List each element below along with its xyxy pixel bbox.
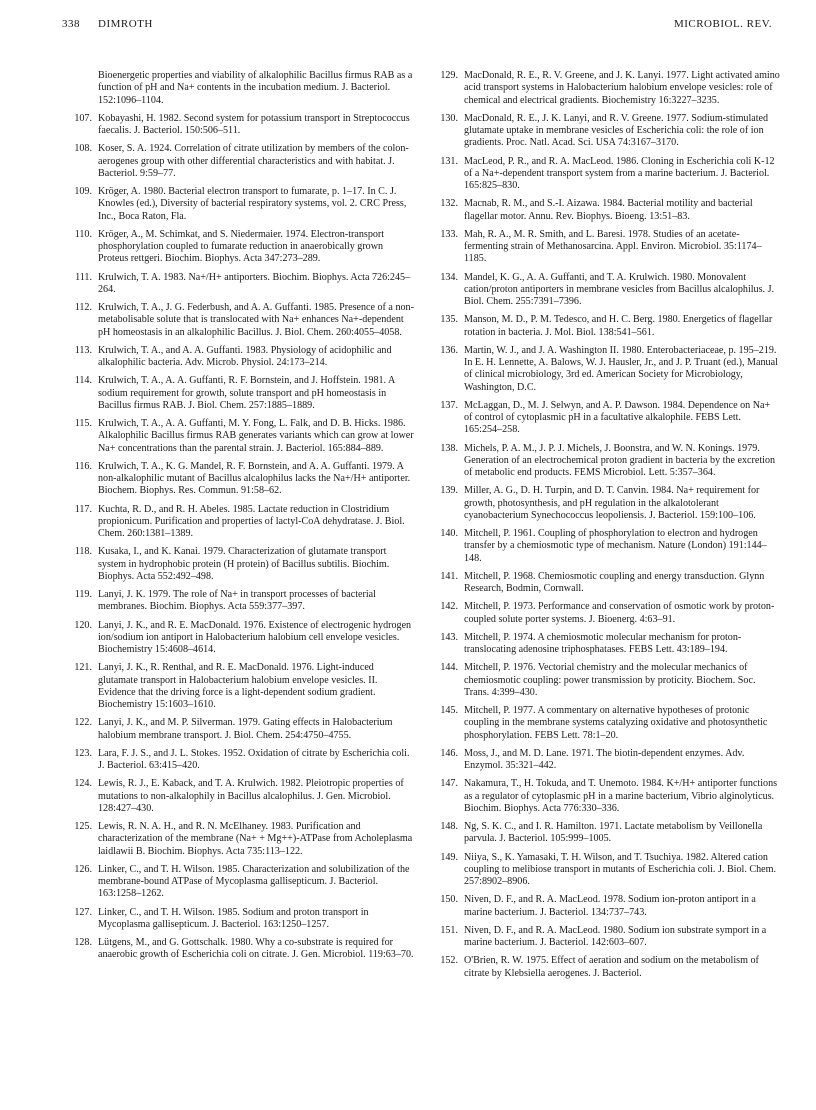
reference-number: 146. xyxy=(440,747,458,759)
reference-entry xyxy=(428,852,780,889)
reference-text: Bioenergetic properties and viability of alkalophilic Bacillus firmus RAB as a function of pH and Na+ contents in the incubation medium. J. Bacteriol. 152:1096–1104. xyxy=(98,70,413,106)
reference-entry xyxy=(62,113,414,138)
reference-number: 108. xyxy=(74,143,92,155)
reference-entry xyxy=(62,504,414,541)
reference-number: 145. xyxy=(440,705,458,716)
reference-text: Ng, S. K. C., and I. R. Hamilton. 1971. Lactate metabolism by Veillonella parvula. J. Bacteriol. 105:999–1005. xyxy=(464,821,763,845)
reference-text: Krulwich, T. A., A. A. Guffanti, R. F. Bornstein, and J. Hoffstein. 1981. A sodium requirement for growth, solute transport and pH homeostasis in Bacillus firmus RAB. J. Biol. Chem. 257:1885–1889. xyxy=(98,375,395,411)
reference-text: Mitchell, P. 1976. Vectorial chemistry and the molecular mechanics of chemiosmotic coupling: power transmission by proticity. Biochem. Soc. Trans. 4:399–430. xyxy=(464,662,756,698)
reference-text: Krulwich, T. A., and A. A. Guffanti. 1983. Physiology of acidophilic and alkalophilic bacteria. Adv. Microb. Physiol. 24:173–214. xyxy=(98,344,392,368)
reference-text: Mitchell, P. 1968. Chemiosmotic coupling and energy transduction. Glynn Research, Bodmin, Cornwall. xyxy=(464,570,765,594)
reference-entry xyxy=(428,778,780,815)
reference-text: Macnab, R. M., and S.-I. Aizawa. 1984. Bacterial motility and bacterial flagellar motor. Annu. Rev. Biophys. Bioeng. 13:51–83. xyxy=(464,198,753,222)
reference-text: Mitchell, P. 1961. Coupling of phosphorylation to electron and hydrogen transfer by a chemiosmotic type of mechanism. Nature (London) 191:144–148. xyxy=(464,528,767,564)
reference-number: 151. xyxy=(440,924,458,936)
reference-text: Lanyi, J. K., R. Renthal, and R. E. MacDonald. 1976. Light-induced glutamate transport in Halobacterium halobium envelope vesicles. II. Evidence that the driving force is a light-dependent sodium gradient. Biochemistry 15:1603–1610. xyxy=(98,662,378,710)
reference-number: 124. xyxy=(74,778,92,790)
reference-entry xyxy=(62,143,414,180)
reference-entry xyxy=(428,748,780,773)
reference-entry xyxy=(428,70,780,107)
reference-text: Michels, P. A. M., J. P. J. Michels, J. Boonstra, and W. N. Konings. 1979. Generation of an electrochemical proton gradient in bacteria by the excretion of metabolic end products. FEMS Microbiol. Lett. 5:357–364. xyxy=(464,442,776,478)
reference-number: 141. xyxy=(440,570,458,582)
reference-text: Krulwich, T. A. 1983. Na+/H+ antiporters. Biochim. Biophys. Acta 726:245–264. xyxy=(98,271,411,295)
reference-entry xyxy=(62,70,414,107)
reference-entry xyxy=(62,229,414,266)
reference-entry xyxy=(62,864,414,901)
page-number: 338 xyxy=(62,18,80,30)
reference-text: Lewis, R. N. A. H., and R. N. McElhaney. 1983. Purification and characterization of the membrane (Na+ + Mg++)-ATPase from Acholeplasma laidlawii B. Biochim. Biophys. Acta 735:113–122. xyxy=(98,821,413,857)
reference-number: 149. xyxy=(440,851,458,863)
reference-entry xyxy=(428,821,780,846)
reference-text: Mandel, K. G., A. A. Guffanti, and T. A. Krulwich. 1980. Monovalent cation/proton antiporters in membrane vesicles from Bacillus alcalophilus. J. Biol. Chem. 255:7391–7396. xyxy=(464,271,775,307)
reference-entry xyxy=(428,662,780,699)
reference-text: Mitchell, P. 1973. Performance and conservation of osmotic work by proton-coupled solute porter systems. J. Bioenerg. 4:63–91. xyxy=(464,601,775,625)
reference-number: 120. xyxy=(74,619,92,631)
reference-text: Lanyi, J. K., and M. P. Silverman. 1979. Gating effects in Halobacterium halobium membrane transport. J. Biol. Chem. 254:4750–4755. xyxy=(98,717,393,741)
reference-number: 144. xyxy=(440,662,458,674)
reference-text: Kröger, A., M. Schimkat, and S. Niedermaier. 1974. Electron-transport phosphorylation coupled to fumarate reduction in anaerobically grown Proteus rettgeri. Biochim. Biophys. Acta 347:273–289. xyxy=(98,228,385,265)
reference-entry xyxy=(428,198,780,223)
reference-number: 148. xyxy=(440,821,458,832)
reference-text: Lanyi, J. K. 1979. The role of Na+ in transport processes of bacterial membranes. Biochim. Biophys. Acta 559:377–397. xyxy=(98,589,376,613)
reference-entry xyxy=(428,113,780,150)
reference-number: 119. xyxy=(74,589,92,600)
reference-number: 130. xyxy=(440,112,458,124)
reference-entry xyxy=(62,375,414,412)
reference-number: 131. xyxy=(440,155,458,167)
reference-text: Kobayashi, H. 1982. Second system for potassium transport in Streptococcus faecalis. J. Bacteriol. 150:506–511. xyxy=(98,112,410,136)
reference-number: 133. xyxy=(440,228,458,240)
reference-number: 127. xyxy=(74,906,92,918)
reference-number: 121. xyxy=(74,662,92,674)
reference-entry xyxy=(428,229,780,266)
reference-number: 129. xyxy=(440,70,458,81)
reference-entry xyxy=(428,400,780,437)
reference-text: Kusaka, I., and K. Kanai. 1979. Characterization of glutamate transport system in hydrophobic protein (H protein) of Bacillus subtilis. Biochim. Biophys. Acta 552:492–498. xyxy=(98,546,390,582)
reference-entry xyxy=(62,272,414,297)
reference-entry xyxy=(62,345,414,370)
reference-number: 134. xyxy=(440,271,458,283)
journal-name: MICROBIOL. REV. xyxy=(673,18,772,30)
reference-number: 112. xyxy=(74,302,92,313)
reference-number: 107. xyxy=(74,112,92,124)
reference-text: O'Brien, R. W. 1975. Effect of aeration and sodium on the metabolism of citrate by Klebsiella aerogenes. J. Bacteriol. xyxy=(464,955,759,979)
reference-entry xyxy=(428,601,780,626)
reference-text: Lewis, R. J., E. Kaback, and T. A. Krulwich. 1982. Pleiotropic properties of mutations to non-alkalophily in Bacillus alcalophilus. J. Gen. Microbiol. 128:427–430. xyxy=(98,778,404,814)
reference-text: Martin, W. J., and J. A. Washington II. 1980. Enterobacteriaceae, p. 195–219. In E. H. Lennette, A. Balows, W. J. Hausler, Jr., and J. P. Truant (ed.), Manual of clinical microbiology, 3rd ed. American Society for Microbiology, Washington, D.C. xyxy=(464,344,778,393)
reference-text: Mitchell, P. 1974. A chemiosmotic molecular mechanism for proton-translocating adenosine triphosphatases. FEBS Lett. 43:189–194. xyxy=(464,631,742,655)
reference-column-left xyxy=(62,70,414,968)
reference-text: McLaggan, D., M. J. Selwyn, and A. P. Dawson. 1984. Dependence on Na+ of control of cytoplasmic pH in a facultative alkalophile. FEBS Lett. 165:254–258. xyxy=(464,399,771,436)
reference-entry xyxy=(428,156,780,193)
reference-entry xyxy=(428,925,780,950)
reference-number: 115. xyxy=(74,418,92,429)
reference-entry xyxy=(62,418,414,455)
reference-entry xyxy=(62,778,414,815)
reference-entry xyxy=(62,302,414,339)
reference-number: 109. xyxy=(74,186,92,197)
reference-entry xyxy=(62,546,414,583)
reference-entry xyxy=(428,894,780,919)
reference-number: 117. xyxy=(74,503,92,515)
reference-number: 125. xyxy=(74,821,92,832)
reference-number: 139. xyxy=(440,485,458,497)
reference-text: Linker, C., and T. H. Wilson. 1985. Sodium and proton transport in Mycoplasma gallisepticum. J. Bacteriol. 163:1250–1257. xyxy=(98,906,369,930)
reference-entry xyxy=(62,717,414,742)
reference-text: Nakamura, T., H. Tokuda, and T. Unemoto. 1984. K+/H+ antiporter functions as a regulator of cytoplasmic pH in a marine bacterium, Vibrio alginolyticus. Biochim. Biophys. Acta 776:330–336. xyxy=(464,778,778,814)
reference-entry xyxy=(428,528,780,565)
reference-column-right xyxy=(428,70,780,986)
reference-entry xyxy=(62,748,414,773)
reference-number: 142. xyxy=(440,601,458,613)
reference-number: 140. xyxy=(440,528,458,539)
reference-text: Lanyi, J. K., and R. E. MacDonald. 1976. Existence of electrogenic hydrogen ion/sodium ion antiport in Halobacterium halobium cell envelope vesicles. Biochemistry 15:4608–4614. xyxy=(98,619,412,655)
reference-text: Kuchta, R. D., and R. H. Abeles. 1985. Lactate reduction in Clostridium propionicum. Purification and properties of lactyl-CoA dehydratase. J. Biol. Chem. 260:1381–1389. xyxy=(98,503,405,539)
reference-number: 118. xyxy=(74,546,92,558)
reference-entry xyxy=(428,955,780,980)
running-author: DIMROTH xyxy=(98,18,153,30)
reference-number: 126. xyxy=(74,863,92,875)
reference-text: Mitchell, P. 1977. A commentary on alternative hypotheses of protonic coupling in the membrane systems catalyzing oxidative and photosynthetic phosphorylation. FEBS Lett. 78:1–20. xyxy=(464,705,768,741)
reference-entry xyxy=(428,314,780,339)
reference-entry xyxy=(62,461,414,498)
reference-entry xyxy=(428,345,780,394)
reference-text: Niven, D. F., and R. A. MacLeod. 1980. Sodium ion substrate symport in a marine bacterium. J. Bacteriol. 142:603–607. xyxy=(464,924,767,948)
reference-text: Linker, C., and T. H. Wilson. 1985. Characterization and solubilization of the membrane-bound ATPase of Mycoplasma gallisepticum. J. Bacteriol. 163:1258–1262. xyxy=(98,863,410,900)
reference-number: 150. xyxy=(440,894,458,906)
reference-entry xyxy=(62,937,414,962)
reference-number: 147. xyxy=(440,778,458,790)
reference-number: 143. xyxy=(440,631,458,643)
reference-text: MacDonald, R. E., R. V. Greene, and J. K. Lanyi. 1977. Light activated amino acid transport systems in Halobacterium halobium envelope vesicles: role of chemical and electrical gradients. Biochemistry 16:3227–3235. xyxy=(464,70,780,106)
reference-entry xyxy=(428,571,780,596)
reference-number: 113. xyxy=(74,344,92,356)
reference-entry xyxy=(62,589,414,614)
reference-number: 128. xyxy=(74,937,92,948)
reference-number: 135. xyxy=(440,314,458,326)
running-header xyxy=(62,18,772,36)
reference-number: 122. xyxy=(74,717,92,729)
reference-number: 152. xyxy=(440,955,458,967)
reference-entry xyxy=(428,632,780,657)
reference-text: Mah, R. A., M. R. Smith, and L. Baresi. 1978. Studies of an acetate-fermenting strain of Methanosarcina. Appl. Environ. Microbiol. 35:1174–1185. xyxy=(464,228,762,265)
reference-number: 116. xyxy=(74,460,92,472)
reference-text: Niven, D. F., and R. A. MacLeod. 1978. Sodium ion-proton antiport in a marine bacterium. J. Bacteriol. 134:737–743. xyxy=(464,894,756,918)
reference-number: 138. xyxy=(440,442,458,454)
reference-text: Manson, M. D., P. M. Tedesco, and H. C. Berg. 1980. Energetics of flagellar rotation in bacteria. J. Mol. Biol. 138:541–561. xyxy=(464,314,773,338)
reference-text: Moss, J., and M. D. Lane. 1971. The biotin-dependent enzymes. Adv. Enzymol. 35:321–442. xyxy=(464,747,745,771)
reference-entry xyxy=(62,620,414,657)
reference-text: Kröger, A. 1980. Bacterial electron transport to fumarate, p. 1–17. In C. J. Knowles (ed.), Diversity of bacterial respiratory systems, vol. 2. CRC Press, Inc., Boca Raton, Fla. xyxy=(98,186,407,222)
reference-number: 132. xyxy=(440,198,458,210)
reference-text: Krulwich, T. A., K. G. Mandel, R. F. Bornstein, and A. A. Guffanti. 1979. A non-alkalophilic mutant of Bacillus alcalophilus lacks the Na+/H+ antiporter. Biochem. Biophys. Res. Commun. 91:58–62. xyxy=(98,460,411,497)
reference-text: Lütgens, M., and G. Gottschalk. 1980. Why a co-substrate is required for anaerobic growth of Escherichia coli on citrate. J. Gen. Microbiol. 119:63–70. xyxy=(98,937,414,961)
reference-number: 111. xyxy=(75,271,92,283)
reference-entry xyxy=(62,662,414,711)
reference-text: Miller, A. G., D. H. Turpin, and D. T. Canvin. 1984. Na+ requirement for growth, photosynthesis, and pH regulation in the alkalotolerant cyanobacterium Synechococcus leopoliensis. J. Bacteriol. 159:100–106. xyxy=(464,485,760,521)
reference-text: Krulwich, T. A., J. G. Federbush, and A. A. Guffanti. 1985. Presence of a non-metabolisable solute that is translocated with Na+ enhances Na+-dependent pH homeostasis in an alkalophilic Bacillus. J. Biol. Chem. 260:4055–4058. xyxy=(98,302,414,338)
reference-number: 137. xyxy=(440,399,458,411)
reference-number: 136. xyxy=(440,344,458,356)
reference-text: Koser, S. A. 1924. Correlation of citrate utilization by members of the colon-aerogenes group with other differential characteristics and with habitat. J. Bacteriol. 9:59–77. xyxy=(98,143,409,179)
reference-entry xyxy=(428,485,780,522)
reference-entry xyxy=(62,186,414,223)
reference-number: 114. xyxy=(74,375,92,387)
reference-text: MacDonald, R. E., J. K. Lanyi, and R. V. Greene. 1977. Sodium-stimulated glutamate uptake in membrane vesicles of Escherichia coli: the role of ion gradients. Proc. Natl. Acad. Sci. USA 74:3167–3170. xyxy=(464,112,769,149)
reference-text: MacLeod, P. R., and R. A. MacLeod. 1986. Cloning in Escherichia coli K-12 of a Na+-dependent transport system from a marine bacterium. J. Bacteriol. 165:825–830. xyxy=(464,155,775,191)
reference-entry xyxy=(62,907,414,932)
reference-entry xyxy=(428,272,780,309)
reference-entry xyxy=(62,821,414,858)
reference-number: 110. xyxy=(74,228,92,240)
reference-text: Niiya, S., K. Yamasaki, T. H. Wilson, and T. Tsuchiya. 1982. Altered cation coupling to melibiose transport in mutants of Escherichia coli. J. Biol. Chem. 257:8902–8906. xyxy=(464,851,777,887)
reference-entry xyxy=(428,705,780,742)
reference-text: Krulwich, T. A., A. A. Guffanti, M. Y. Fong, L. Falk, and D. B. Hicks. 1986. Alkalophilic Bacillus firmus RAB generates variants which can grow at lower Na+ concentrations than the parental strain. J. Bacteriol. 165:884–889. xyxy=(98,418,414,454)
reference-number: 123. xyxy=(74,747,92,759)
reference-text: Lara, F. J. S., and J. L. Stokes. 1952. Oxidation of citrate by Escherichia coli. J. Bacteriol. 63:415–420. xyxy=(98,747,410,771)
reference-entry xyxy=(428,443,780,480)
